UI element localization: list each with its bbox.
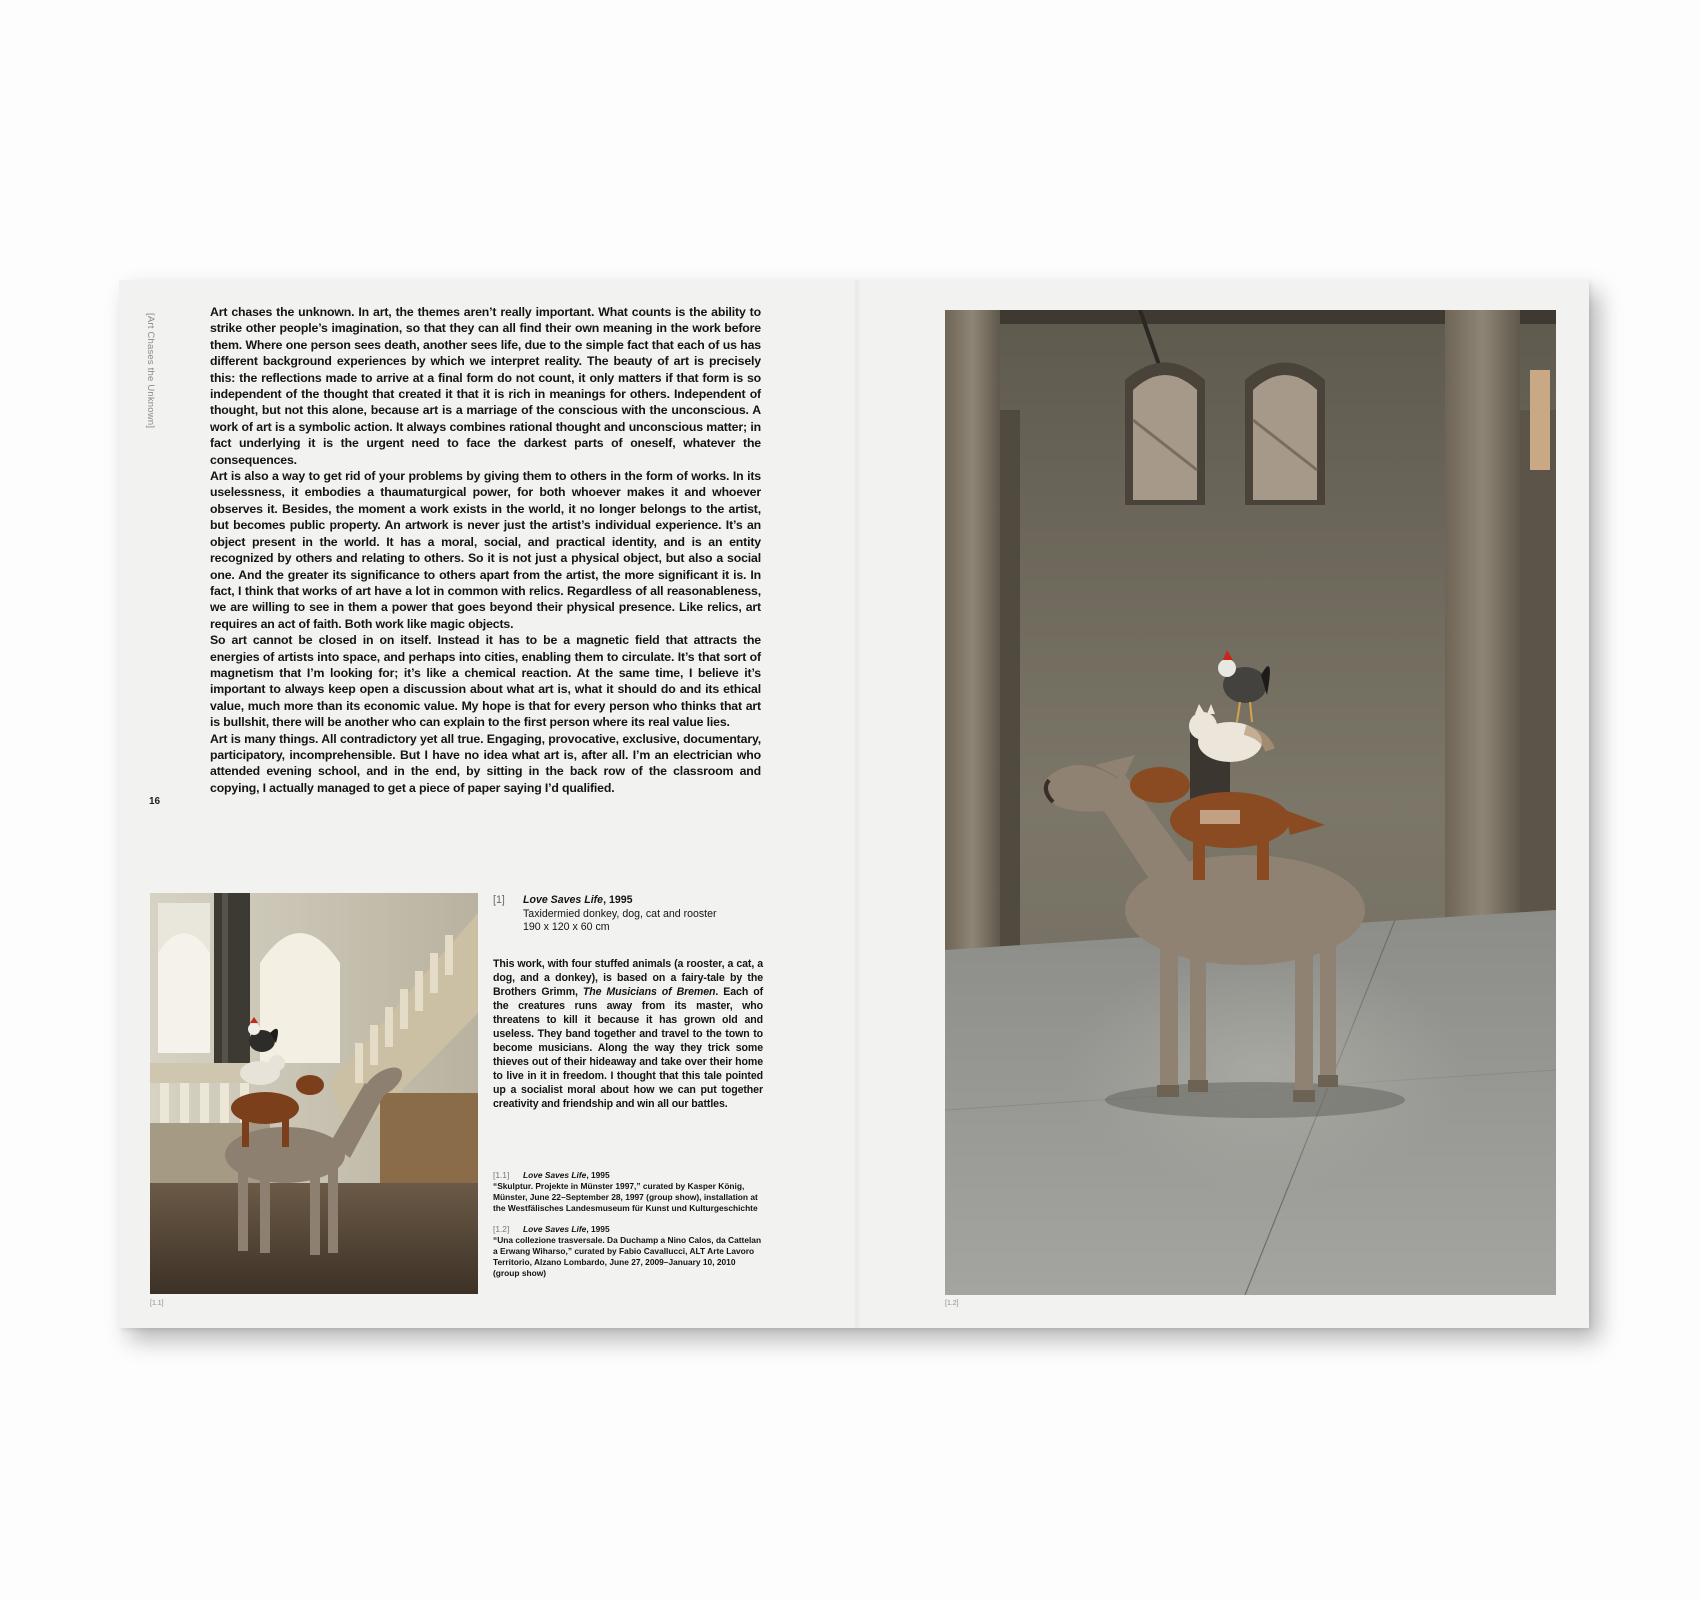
caption-desc-part: . Each of the creatures runs away from its master, who threatens to kill it because it has grown old and useless. They band together and travel to the town to become musicians. Along the way they trick some thieves out of their hideaway and take over their home to live in it in freedom. I thought that this tale pointed up a socialist moral about how we can put together creativity and friendship and win all our battles. xyxy=(493,985,764,1111)
artwork-caption xyxy=(493,894,763,1112)
caption-header xyxy=(493,894,763,935)
figure-label: [1.2] xyxy=(945,1300,959,1307)
photo-installation-alt xyxy=(945,310,1556,1295)
caption-description xyxy=(493,957,763,1112)
caption-desc-title: The Musicians of Bremen xyxy=(582,985,716,998)
note-text: “Skulptur. Projekte in Münster 1997,” curated by Kasper König, Münster, June 22–September 28, 1997 (group show), installation at the Westfälisches Landesmuseum für Kunst und Kulturgeschichte xyxy=(493,1181,758,1213)
note-number: [1.1] xyxy=(493,1170,510,1180)
note-number: [1.2] xyxy=(493,1224,510,1234)
page-number: 16 xyxy=(149,796,161,807)
figure-label: [1.1] xyxy=(150,1300,164,1307)
caption-materials: Taxidermied donkey, dog, cat and rooster xyxy=(523,907,717,920)
note-year: , 1995 xyxy=(586,1170,610,1180)
caption-details xyxy=(523,894,717,935)
caption-number: [1] xyxy=(493,894,505,906)
note-text: “Una collezione trasversale. Da Duchamp a Nino Calos, da Cattelan a Erwang Wiharso,” curated by Fabio Cavallucci, ALT Arte Lavoro Territorio, Alzano Lombardo, June 27, 2009–January 10, 2010 (group show) xyxy=(493,1235,762,1278)
exhibition-notes xyxy=(493,1170,763,1289)
note-year: , 1995 xyxy=(586,1224,610,1234)
note-header xyxy=(493,1224,763,1235)
caption-desc-part: This work, with four stuffed animals (a rooster, a cat, a dog, and a donkey), is based on a fairy-tale by the Brothers Grimm, xyxy=(493,957,763,998)
essay-paragraph: Art is many things. All contradictory yet all true. Engaging, provocative, exclusive, documentary, participatory, incomprehensible. But I have no idea what art is, after all. I’m an electrician who attended evening school, and in the end, by sitting in the back row of the classroom and copying, I actually managed to get a piece of paper saying I’d qualified. xyxy=(210,731,761,795)
book-gutter xyxy=(853,280,861,1328)
note-header xyxy=(493,1170,763,1181)
note-title: Love Saves Life xyxy=(523,1170,587,1180)
caption-dimensions: 190 x 120 x 60 cm xyxy=(523,921,610,933)
essay-paragraph: So art cannot be closed in on itself. Instead it has to be a magnetic field that attracts the energies of artists into space, and perhaps into cities, enabling them to circulate. It’s that sort of magnetism that I’m looking for; it’s like a chemical reaction. At the same time, I believe it’s important to always keep open a discussion about what art is, what it should do and its ethical value, much more than its economic value. My hope is that for every person who thinks that art is bullshit, there will be another who can explain to the first person where its real value lies. xyxy=(210,633,761,730)
note-title: Love Saves Life xyxy=(523,1224,587,1234)
running-head: [Art Chases the Unknown] xyxy=(145,313,156,429)
caption-title: Love Saves Life xyxy=(523,894,604,906)
essay-paragraph: Art is also a way to get rid of your problems by giving them to others in the form of works. In its uselessness, it embodies a thaumaturgical power, for both whoever makes it and whoever observes it. Besides, the moment a work exists in the world, it no longer belongs to the artist, but becomes public property. An artwork is never just the artist’s individual experience. It’s an object present in the world. It has a moral, social, and practical identity, and is an entity recognized by others and relating to others. So it is not just a physical object, but also a social one. And the greater its significance to others apart from the artist, the more significant it is. In fact, I think that works of art have a lot in common with relics. Regardless of all reasonableness, we are willing to see in them a power that goes beyond their physical presence. Like relics, art requires an act of faith. Both work like magic objects. xyxy=(210,469,761,631)
exhibition-note xyxy=(493,1170,763,1214)
caption-year: , 1995 xyxy=(603,894,633,906)
exhibition-note xyxy=(493,1224,763,1279)
essay-text xyxy=(210,304,761,796)
book-spread xyxy=(119,280,1589,1328)
photo-installation-muenster xyxy=(150,893,478,1294)
essay-paragraph: Art chases the unknown. In art, the themes aren’t really important. What counts is the ability to strike other people’s imagination, so that they can all find their own meaning in the work before them. Where one person sees death, another sees life, due to the simple fact that each of us has different background experiences by which we interpret reality. The beauty of art is precisely this: the reflections made to arrive at a final form do not count, it only matters if that form is so independent of the thought that created it that it is rich in meanings for others. Independent of thought, but not this alone, because art is a marriage of the conscious with the unconscious. A work of art is a symbolic action. It always combines rational thought and unconscious matter; in fact underlying it is the urgent need to face the darkest parts of oneself, whatever the consequences. xyxy=(210,305,761,467)
